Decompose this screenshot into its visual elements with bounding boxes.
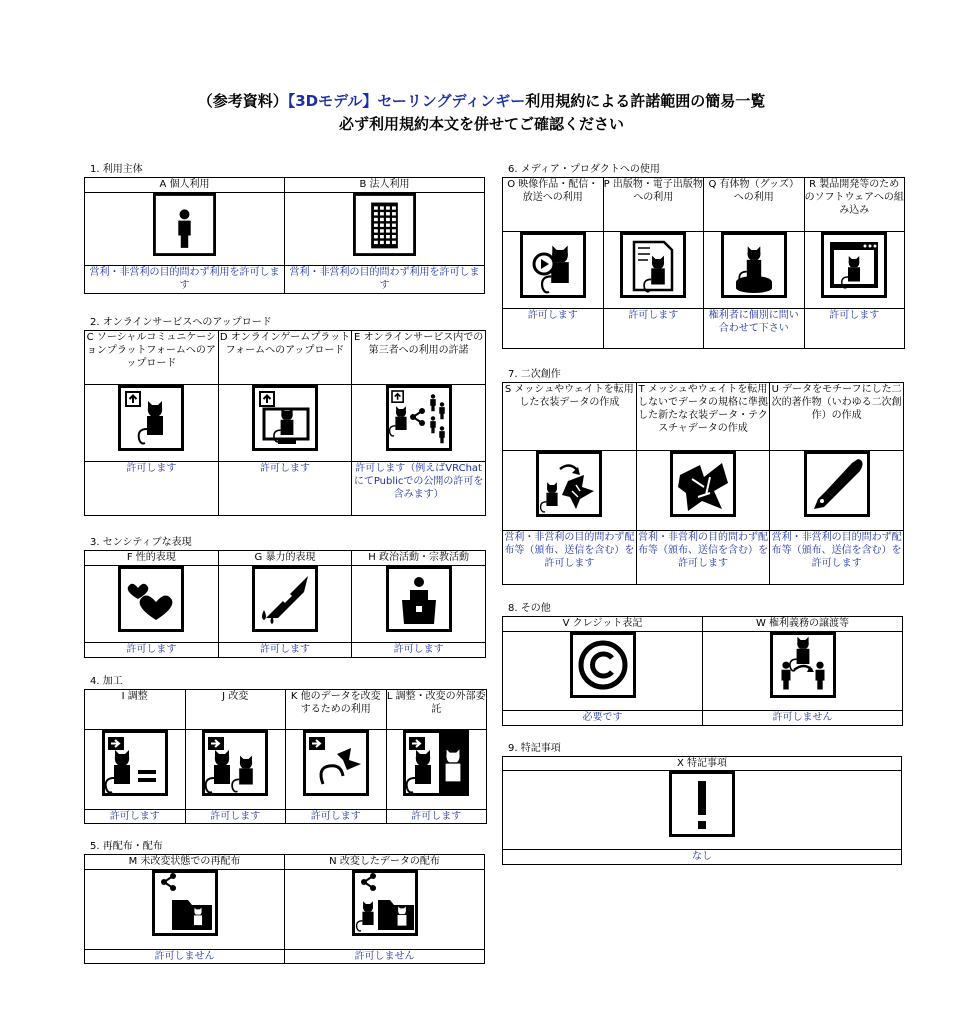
item-heading: S メッシュやウェイトを転用した衣装データの作成	[503, 383, 637, 451]
podium-speaker-icon	[386, 566, 452, 632]
permission-status: 許可しません	[703, 711, 903, 726]
section-label: 2. オンラインサービスへのアップロード	[90, 317, 272, 328]
item-icon-cell	[636, 451, 770, 531]
item-icon-cell	[703, 632, 903, 711]
permission-status: 許可します	[804, 309, 905, 349]
exclamation-icon	[669, 771, 735, 837]
item-heading: H 政治活動・宗教活動	[352, 551, 486, 566]
section-label: 9. 特記事項	[508, 743, 561, 754]
item-heading: T メッシュやウェイトを転用しないでデータの規格に準拠した新たな衣装データ・テクスチャデータの作成	[636, 383, 770, 451]
item-icon-cell	[285, 870, 485, 950]
use-for-other-data-icon	[303, 730, 369, 796]
item-icon-cell	[804, 232, 905, 309]
item-icon-cell	[285, 193, 485, 266]
permission-status: 営利・非営利の目的問わず配布等（頒布、送信を含む）を許可します	[636, 531, 770, 585]
person-icon	[153, 193, 216, 256]
permission-status: 許可しません	[85, 950, 285, 964]
item-heading: D オンラインゲームプラットフォームへのアップロード	[218, 331, 352, 385]
item-icon-cell	[503, 632, 703, 711]
item-heading: L 調整・改変の外部委託	[386, 690, 487, 730]
adjust-icon	[102, 730, 168, 796]
permission-status: 営利・非営利の目的問わず配布等（頒布、送信を含む）を許可します	[503, 531, 637, 585]
item-heading: O 映像作品・配信・放送への利用	[503, 178, 604, 232]
item-icon-cell	[85, 193, 285, 266]
title-prefix: （参考資料）	[197, 92, 288, 110]
permission-status: 許可します	[185, 810, 286, 824]
page-subtitle: 必ず利用規約本文を併せてご確認ください	[338, 115, 624, 133]
section-label: 7. 二次創作	[508, 369, 561, 380]
modify-icon	[202, 730, 268, 796]
transfer-rights-icon	[770, 632, 836, 698]
goods-figure-icon	[721, 232, 787, 298]
page-title	[0, 90, 963, 112]
outsource-icon	[403, 730, 469, 796]
permission-table	[84, 689, 487, 824]
item-heading: E オンラインサービス内での第三者への利用の許諾	[352, 331, 486, 385]
upload-to-game-icon	[252, 385, 318, 451]
item-icon-cell	[770, 451, 904, 531]
item-heading: B 法人利用	[285, 178, 485, 193]
item-heading: W 権利義務の譲渡等	[703, 617, 903, 632]
permission-status: 許可します	[352, 643, 486, 658]
item-icon-cell	[503, 232, 604, 309]
title-suffix: 利用規約による許諾範囲の簡易一覧	[525, 92, 766, 110]
permission-table	[84, 330, 486, 516]
item-icon-cell	[503, 771, 902, 850]
item-icon-cell	[218, 385, 352, 462]
hearts-icon	[118, 566, 184, 632]
permission-table	[502, 382, 904, 585]
item-heading: J 改変	[185, 690, 286, 730]
new-costume-icon	[670, 451, 736, 517]
item-heading: X 特記事項	[503, 757, 902, 771]
item-heading: Q 有体物（グッズ）への利用	[704, 178, 805, 232]
permission-status: 許可します	[503, 309, 604, 349]
office-building-icon	[353, 193, 416, 256]
item-heading: A 個人利用	[85, 178, 285, 193]
title-model-name: 【3Dモデル】セーリングディンギー	[287, 92, 526, 110]
item-icon-cell	[185, 730, 286, 810]
permission-status: 営利・非営利の目的問わず利用を許可します	[285, 266, 485, 294]
permission-table	[502, 177, 905, 349]
item-icon-cell	[352, 385, 486, 462]
permission-status: 営利・非営利の目的問わず利用を許可します	[85, 266, 285, 294]
costume-from-mesh-icon	[536, 451, 602, 517]
item-icon-cell	[85, 870, 285, 950]
permission-status: 営利・非営利の目的問わず配布等（頒布、送信を含む）を許可します	[770, 531, 904, 585]
item-icon-cell	[352, 566, 486, 643]
item-heading: C ソーシャルコミュニケーションプラットフォームへのアップロード	[85, 331, 219, 385]
section-label: 5. 再配布・配布	[90, 841, 163, 852]
permission-status: 許可します	[286, 810, 387, 824]
permission-status: 必要です	[503, 711, 703, 726]
permission-table	[84, 854, 485, 964]
item-heading: R 製品開発等のためのソフトウェアへの組み込み	[804, 178, 905, 232]
item-icon-cell	[85, 730, 186, 810]
permission-status: 許可します	[218, 643, 352, 658]
section-label: 3. センシティブな表現	[90, 537, 192, 548]
permission-table	[502, 756, 902, 865]
item-icon-cell	[603, 232, 704, 309]
item-heading: G 暴力的表現	[218, 551, 352, 566]
item-heading: V クレジット表記	[503, 617, 703, 632]
copyright-icon	[570, 632, 636, 698]
section-label: 4. 加工	[90, 676, 123, 687]
item-heading: I 調整	[85, 690, 186, 730]
knife-icon	[252, 566, 318, 632]
permission-status: 許可します（例えばVRChatにてPublicでの公開の許可を含みます）	[352, 462, 486, 516]
item-heading: U データをモチーフにした二次的著作物（いわゆる二次創作）の作成	[770, 383, 904, 451]
permission-status: なし	[503, 850, 902, 865]
section-label: 8. その他	[508, 603, 551, 614]
upload-to-social-icon	[118, 385, 184, 451]
item-heading: K 他のデータを改変するための利用	[286, 690, 387, 730]
permission-status: 許可します	[85, 810, 186, 824]
permission-status: 許可します	[386, 810, 487, 824]
publication-icon	[620, 232, 686, 298]
permission-status: 許可します	[218, 462, 352, 516]
permission-table	[84, 177, 485, 294]
item-icon-cell	[85, 566, 219, 643]
distribute-modified-icon	[352, 870, 418, 936]
item-icon-cell	[85, 385, 219, 462]
permission-status: 許可しません	[285, 950, 485, 964]
item-icon-cell	[704, 232, 805, 309]
item-icon-cell	[218, 566, 352, 643]
permission-table	[502, 616, 903, 726]
section-label: 6. メディア・プロダクトへの使用	[508, 164, 660, 175]
software-window-icon	[821, 232, 887, 298]
permission-status: 許可します	[85, 462, 219, 516]
item-heading: M 未改変状態での再配布	[85, 855, 285, 870]
share-to-others-icon	[386, 385, 452, 451]
item-icon-cell	[503, 451, 637, 531]
permission-status: 許可します	[603, 309, 704, 349]
item-icon-cell	[286, 730, 387, 810]
permission-status: 権利者に個別に問い合わせて下さい	[704, 309, 805, 349]
item-heading: P 出版物・電子出版物への利用	[603, 178, 704, 232]
pen-nib-icon	[804, 451, 870, 517]
item-heading: N 改変したデータの配布	[285, 855, 485, 870]
redistribute-folder-icon	[152, 870, 218, 936]
permission-status: 許可します	[85, 643, 219, 658]
video-icon	[520, 232, 586, 298]
section-label: 1. 利用主体	[90, 164, 143, 175]
item-heading: F 性的表現	[85, 551, 219, 566]
permission-table	[84, 550, 486, 658]
item-icon-cell	[386, 730, 487, 810]
